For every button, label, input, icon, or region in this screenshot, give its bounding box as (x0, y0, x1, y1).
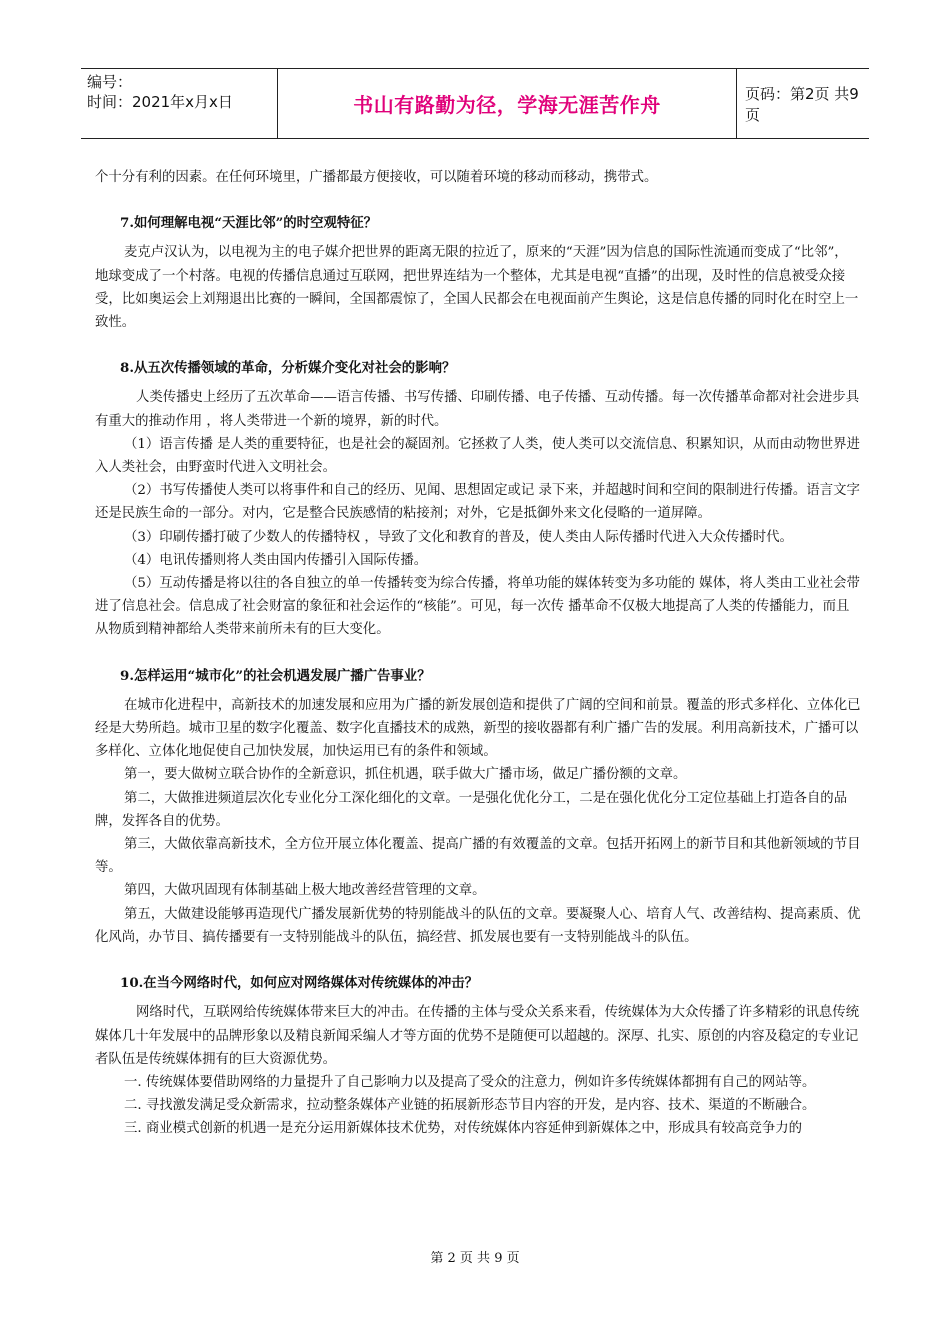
paragraph: 个十分有利的因素。在任何环境里，广播都最方便接收，可以随着环境的移动而移动，携带式。 (95, 170, 658, 185)
document-date: 时间：2021年x月x日 (87, 93, 233, 111)
paragraph: 第二，大做推进频道层次化专业化分工深化细化的文章。一是强化优化分工，二是在强化优化分工定位基础上打造各自的品牌，发挥各自的优势。 (95, 790, 848, 829)
page-footer: 第 2 页 共 9 页 (430, 1251, 520, 1266)
paragraph: 三. 商业模式创新的机遇一是充分运用新媒体技术优势，对传统媒体内容延伸到新媒体之中，形成具有较高竞争力的 (124, 1121, 803, 1137)
question-heading: 8.从五次传播领域的革命，分析媒介变化对社会的影响？ (120, 360, 456, 377)
document-number-label: 编号： (87, 73, 133, 91)
paragraph: 人类传播史上经历了五次革命——语言传播、书写传播、印刷传播、电子传播、互动传播。每一次传播革命都对社会进步具有重大的推动作用 ，将人类带进一个新的境界，新的时代。 (95, 390, 860, 429)
paragraph: 第五，大做建设能够再造现代广播发展新优势的特别能战斗的队伍的文章。要凝聚人心、培育人气、改善结构、提高素质、优化风尚，办节目、搞传播要有一支特别能战斗的队伍，搞经营、抓发展也要有一支特别能战斗的队伍。 (95, 906, 861, 945)
header-page-cell (737, 69, 869, 138)
paragraph: 麦克卢汉认为，以电视为主的电子媒介把世界的距离无限的拉近了，原来的“天涯”因为信息的国际性流通而变成了“比邻”，地球变成了一个村落。电视的传播信息通过互联网，把世界连结为一个整体，尤其是电视“直播”的出现，及时性的信息被受众接受，比如奥运会上刘翔退出比赛的一瞬间，全国都震惊了，全国人民都会在电视面前产生舆论，这是信息传播的同时化在时空上一致性。 (95, 245, 859, 331)
paragraph: 二. 寻找激发满足受众新需求，拉动整条媒体产业链的拓展新形态节目内容的开发，是内容、技术、渠道的不断融合。 (124, 1098, 816, 1114)
paragraph: 一. 传统媒体要借助网络的力量提升了自己影响力以及提高了受众的注意力，例如许多传统媒体都拥有自己的网站等。 (124, 1074, 816, 1090)
question-heading: 9.怎样运用“城市化”的社会机遇发展广播广告事业？ (120, 667, 431, 684)
paragraph: 网络时代，互联网给传统媒体带来巨大的冲击。在传播的主体与受众关系来看，传统媒体为大众传播了许多精彩的讯息传统媒体几十年发展中的品牌形象以及精良新闻采编人才等方面的优势不是随便可以超越的。深厚、扎实、原创的内容及稳定的专业记者队伍是传统媒体拥有的巨大资源优势。 (95, 1005, 860, 1067)
paragraph: 第三，大做依靠高新技术，全方位开展立体化覆盖、提高广播的有效覆盖的文章。包括开拓网上的新节目和其他新领域的节目等。 (95, 837, 861, 876)
document-body (95, 166, 861, 1141)
paragraph: （1）语言传播 是人类的重要特征，也是社会的凝固剂。它拯救了人类，使人类可以交流信息、积累知识，从而由动物世界进 入人类社会，由野蛮时代进入文明社会。 (95, 436, 860, 476)
paragraph: （4）电讯传播则将人类由国内传播引入国际传播。 (124, 552, 428, 568)
paragraph: （2）书写传播使人类可以将事件和自己的经历、见闻、思想固定或记 录下来，并超越时间和空间的限制进行传播。语言文字还是民族生命的一部分。对内，它是整合民族感情的粘接剂；对外，它是抵御外来文化侵略的一道屏障。 (95, 483, 860, 522)
paragraph: 第四，大做巩固现有体制基础上极大地改善经营管理的文章。 (124, 883, 486, 899)
paragraph: （3）印刷传播打破了少数人的传播特权 ，导致了文化和教育的普及，使人类由人际传播时代进入大众传播时代。 (124, 529, 793, 545)
header-motto: 书山有路勤为径，学海无涯苦作舟 (353, 93, 661, 117)
question-heading: 7.如何理解电视“天涯比邻”的时空观特征？ (120, 215, 378, 232)
header-page-number: 页码：第2页 共9页 (745, 84, 859, 124)
page-header (81, 68, 869, 139)
paragraph: 在城市化进程中，高新技术的加速发展和应用为广播的新发展创造和提供了广阔的空间和前景。覆盖的形式多样化、立体化已经是大势所趋。城市卫星的数字化覆盖、数字化直播技术的成熟，新型的接收器都有利广播广告的发展。利用高新技术，广播可以多样化、立体化地促使自己加快发展，加快运用已有的条件和领域。 (95, 697, 861, 760)
paragraph: 第一，要大做树立联合协作的全新意识，抓住机遇，联手做大广播市场，做足广播份额的文章。 (124, 767, 687, 783)
header-motto-cell (278, 69, 737, 138)
header-meta (81, 69, 278, 138)
question-heading: 10.在当今网络时代，如何应对网络媒体对传统媒体的冲击？ (120, 975, 479, 992)
paragraph: （5）互动传播是将以往的各自独立的单一传播转变为综合传播，将单功能的媒体转变为多功能的 媒体，将人类由工业社会带进了信息社会。信息成了社会财富的象征和社会运作的“核能”。可见，每一次传 播革命不仅极大地提高了人类的传播能力，而且从物质到精神都给人类带来前所未有的巨大变化。 (95, 576, 860, 638)
